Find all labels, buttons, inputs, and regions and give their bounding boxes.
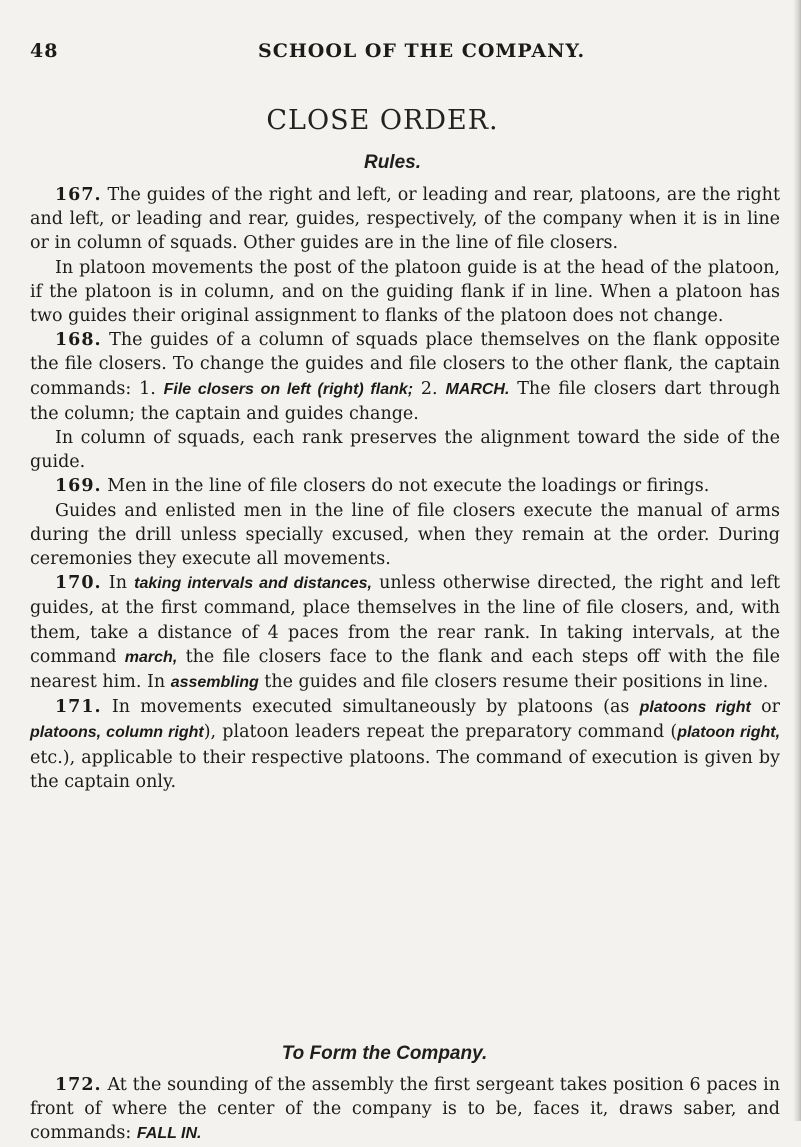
paragraph-168-continued [30,426,780,474]
paragraph-168 [30,328,780,426]
paragraph-text: etc.), applicable to their respective platoons. The command of execution is given by the captain only. [30,747,780,792]
running-title: SCHOOL OF THE COMPANY. [258,40,586,62]
paragraph-text: At the sounding of the assembly the first sergeant takes position 6 paces in front of where the center of the company is to be, faces it, draws saber, and commands: [30,1075,780,1144]
paragraph-text: In platoon movements the post of the platoon guide is at the head of the platoon, if the platoon is in column, and on the guiding flank if in line. When a platoon has two guides their original assignment to flanks of the platoon does not change. [30,257,780,327]
command-text: MARCH. [445,380,510,398]
command-text: platoons, column right [30,724,204,742]
subheading-rules-text: Rules. [363,152,422,173]
subheading-form-company [0,1043,801,1065]
paragraph-text: 2. [413,378,446,399]
paragraph-text: The guides of the right and left, or leading and rear, platoons, are the right and left, or leading and rear, guides, respectively, of the company when it is in line or in column of squads. Other guides are in the line of file closers. [30,185,780,254]
running-head [30,40,750,70]
command-text: assembling [170,674,259,692]
paragraph-number: 170. [55,573,102,594]
command-text: File closers on left (right) flank; [163,380,414,398]
paragraph-number: 171. [55,697,102,718]
paragraph-number: 172. [55,1075,102,1095]
paragraph-172 [30,1073,780,1147]
paragraph-text: The guides of a column of squads place themselves on the flank opposite the file closers. To change the guides and file closers to the other flank, the captain commands: 1. [30,330,780,399]
paragraph-169-continued [30,499,780,572]
rules-text [30,183,780,794]
form-company-text [30,1073,780,1147]
command-text: platoons right [639,699,751,717]
paragraph-text: In column of squads, each rank preserves the alignment toward the side of the guide. [30,428,780,473]
section-title-text: CLOSE ORDER. [266,105,499,136]
command-text: march, [124,648,178,666]
paragraph-number: 167. [55,185,102,205]
command-text: FALL IN. [136,1125,202,1143]
paragraph-171 [30,695,780,794]
paragraph-text: Men in the line of file closers do not execute the loadings or firings. [101,476,710,497]
paragraph-text: unless otherwise directed, the right and left guides, at the first command, place themselves in the line of file closers, and, with them, take a distance of 4 paces from the rear rank. In taking intervals, at the command [30,573,781,667]
paragraph-text: ), platoon leaders repeat the preparatory command ( [203,722,678,743]
paragraph-number: 169. [55,476,102,497]
section-title [0,105,801,136]
paragraph-text: Guides and enlisted men in the line of file closers execute the manual of arms during the drill unless specially excused, when they remain at the order. During ceremonies they execute all movements. [30,500,780,570]
paragraph-167 [30,183,780,256]
paragraph-169 [30,474,780,498]
page-number: 48 [30,40,59,62]
paragraph-number: 168. [55,330,102,351]
paragraph-text: or [750,697,780,718]
paragraph-text: the guides and file closers resume their positions in line. [258,672,769,693]
paragraph-text: In [101,573,135,594]
paragraph-text: The file closers dart through the column; the captain and guides change. [30,378,781,424]
command-text: taking intervals and distances, [134,575,372,593]
command-text: platoon right, [677,724,781,742]
paragraph-text: the file closers face to the flank and each steps off with the file nearest him. In [30,646,780,693]
subheading-form-company-text: To Form the Company. [281,1043,488,1064]
paragraph-170 [30,571,780,695]
subheading-rules [0,152,801,174]
page-edge-shadow [793,0,801,1121]
paragraph-167-continued [30,256,780,329]
paragraph-text: In movements executed simultaneously by platoons (as [101,697,640,718]
